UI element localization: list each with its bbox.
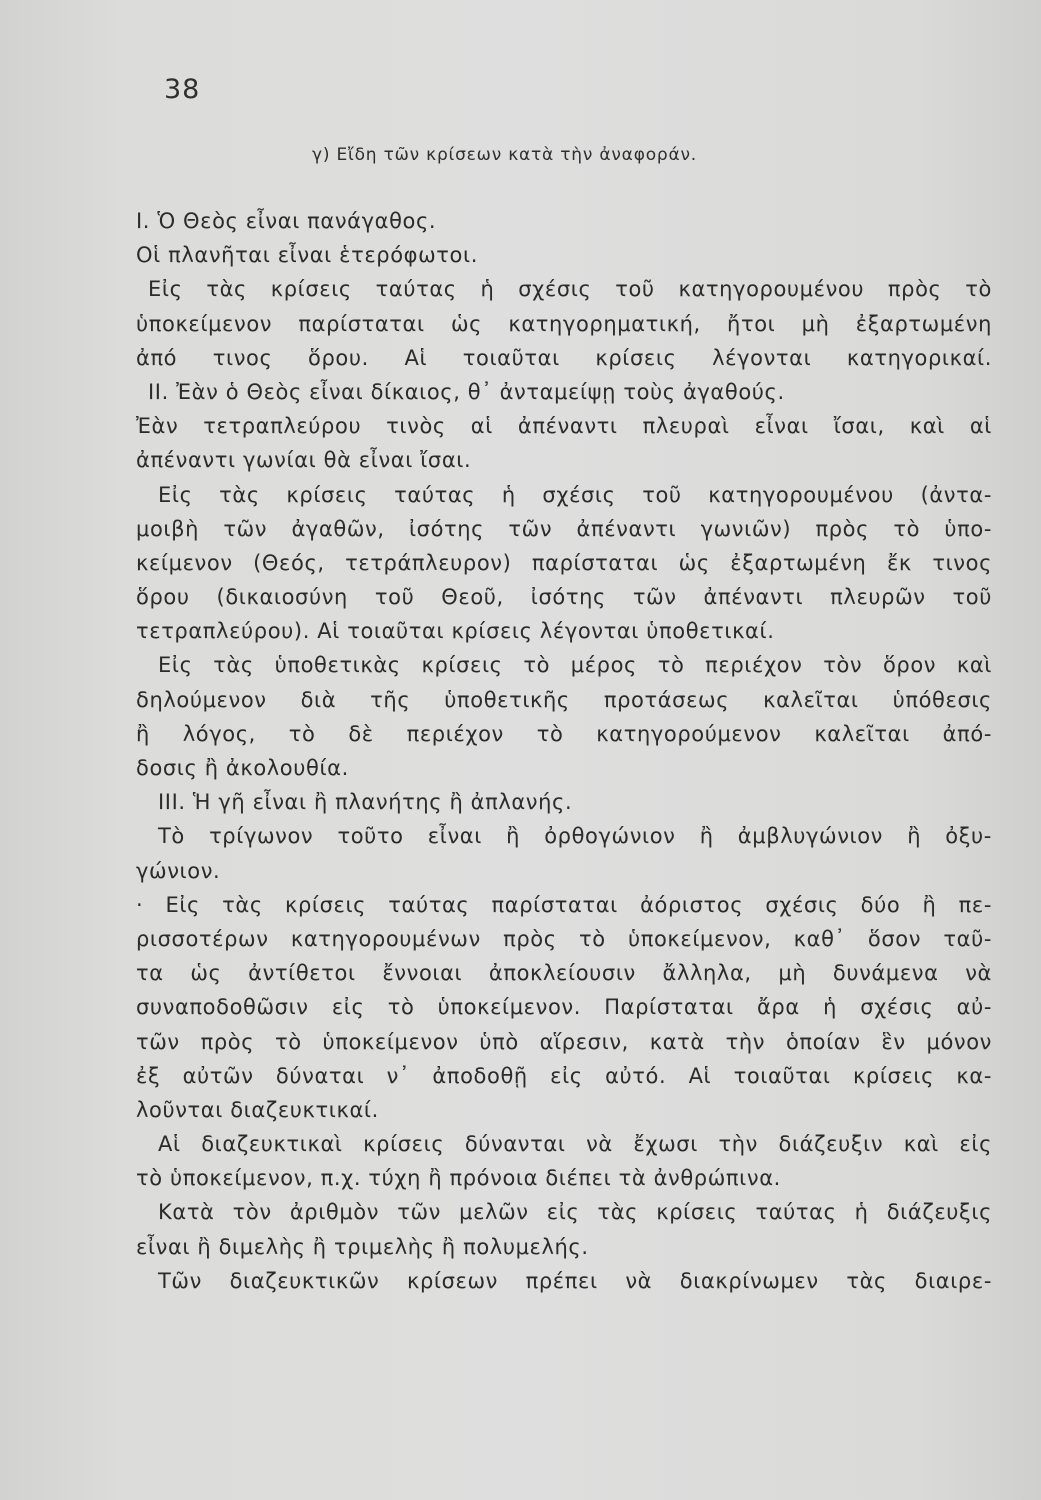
text-line: ὅρου (δικαιοσύνη τοῦ Θεοῦ, ἰσότης τῶν ἀπέναντι πλευρῶν τοῦ [136,585,992,610]
text-line: γώνιον. [136,858,221,883]
text-line: κείμενον (Θεός, τετράπλευρον) παρίσταται ὡς ἐξαρτωμένη ἔκ τινος [136,550,992,575]
text-line: δοσις ἢ ἀκολουθία. [136,756,349,780]
text-line: μοιβὴ τῶν ἀγαθῶν, ἰσότης τῶν ἀπέναντι γωνιῶν) πρὸς τὸ ὑπο- [136,516,992,541]
text-line: ἢ λόγος, τὸ δὲ περιέχον τὸ κατηγορούμενον καλεῖται ἀπό- [136,721,992,746]
text-line: τα ὡς ἀντίθετοι ἔννοιαι ἀποκλείουσιν ἄλληλα, μὴ δυνάμενα νὰ [136,961,992,986]
text-line: εἶναι ἢ διμελὴς ἢ τριμελὴς ἢ πολυμελής. [136,1234,589,1259]
text-line: Ἐὰν τετραπλεύρου τινὸς αἱ ἀπέναντι πλευραὶ εἶναι ἴσαι, καὶ αἱ [136,414,992,439]
text-line: ΙΙΙ. Ἡ γῆ εἶναι ἢ πλανήτης ἢ ἀπλανής. [158,790,573,815]
text-line: ἐξ αὐτῶν δύναται ν᾽ ἀποδοθῇ εἰς αὐτό. Αἱ τοιαῦται κρίσεις κα- [136,1063,992,1088]
text-line: τῶν πρὸς τὸ ὑποκείμενον ὑπὸ αἵρεσιν, κατὰ τὴν ὁποίαν ἓν μόνον [136,1029,992,1054]
text-line: Τὸ τρίγωνον τοῦτο εἶναι ἢ ὀρθογώνιον ἢ ἀμβλυγώνιον ἢ ὀξυ- [158,824,992,849]
text-line: Αἱ διαζευκτικαὶ κρίσεις δύνανται νὰ ἔχωσι τὴν διάζευξιν καὶ εἰς [158,1132,992,1157]
text-line: ΙΙ. Ἐὰν ὁ Θεὸς εἶναι δίκαιος, θ᾽ ἀνταμείψῃ τοὺς ἀγαθούς. [148,379,785,404]
text-line: ἀπέναντι γωνίαι θὰ εἶναι ἴσαι. [136,448,472,473]
text-line: · Εἰς τὰς κρίσεις ταύτας παρίσταται ἀόριστος σχέσις δύο ἢ πε- [136,892,992,917]
text-line: ἀπό τινος ὅρου. Αἱ τοιαῦται κρίσεις λέγονται κατηγορικαί. [136,345,992,370]
text-line: ὑποκείμενον παρίσταται ὡς κατηγορηματική, ἤτοι μὴ ἐξαρτωμένη [136,311,992,336]
text-line: Ι. Ὁ Θεὸς εἶναι πανάγαθος. [136,209,437,233]
page-number: 38 [164,74,201,105]
text-line: Εἰς τὰς ὑποθετικὰς κρίσεις τὸ μέρος τὸ περιέχον τὸν ὅρον καὶ [158,653,992,678]
text-line: τὸ ὑποκείμενον, π.χ. τύχη ἢ πρόνοια διέπει τὰ ἀνθρώπινα. [136,1166,781,1191]
body-text [136,204,992,1298]
text-line: Εἰς τὰς κρίσεις ταύτας ἡ σχέσις τοῦ κατηγορουμένου (ἀντα- [158,482,992,507]
text-line: Οἱ πλανῆται εἶναι ἑτερόφωτοι. [136,243,478,268]
text-line: τετραπλεύρου). Αἱ τοιαῦται κρίσεις λέγονται ὑποθετικαί. [136,619,775,644]
text-line: ρισσοτέρων κατηγορουμένων πρὸς τὸ ὑποκείμενον, καθ᾽ ὅσον ταῦ- [136,926,992,951]
text-line: λοῦνται διαζευκτικαί. [136,1097,379,1122]
text-line: δηλούμενον διὰ τῆς ὑποθετικῆς προτάσεως καλεῖται ὑπόθεσις [136,687,992,712]
text-line: συναποδοθῶσιν εἰς τὸ ὑποκείμενον. Παρίσταται ἄρα ἡ σχέσις αὐ- [136,995,992,1020]
text-line: Κατὰ τὸν ἀριθμὸν τῶν μελῶν εἰς τὰς κρίσεις ταύτας ἡ διάζευξις [158,1200,992,1225]
text-line: Εἰς τὰς κρίσεις ταύτας ἡ σχέσις τοῦ κατηγορουμένου πρὸς τὸ [148,277,992,302]
section-heading: γ) Εἴδη τῶν κρίσεων κατὰ τὴν ἀναφοράν. [312,145,698,165]
text-line: Τῶν διαζευκτικῶν κρίσεων πρέπει νὰ διακρίνωμεν τὰς διαιρε- [158,1268,992,1293]
